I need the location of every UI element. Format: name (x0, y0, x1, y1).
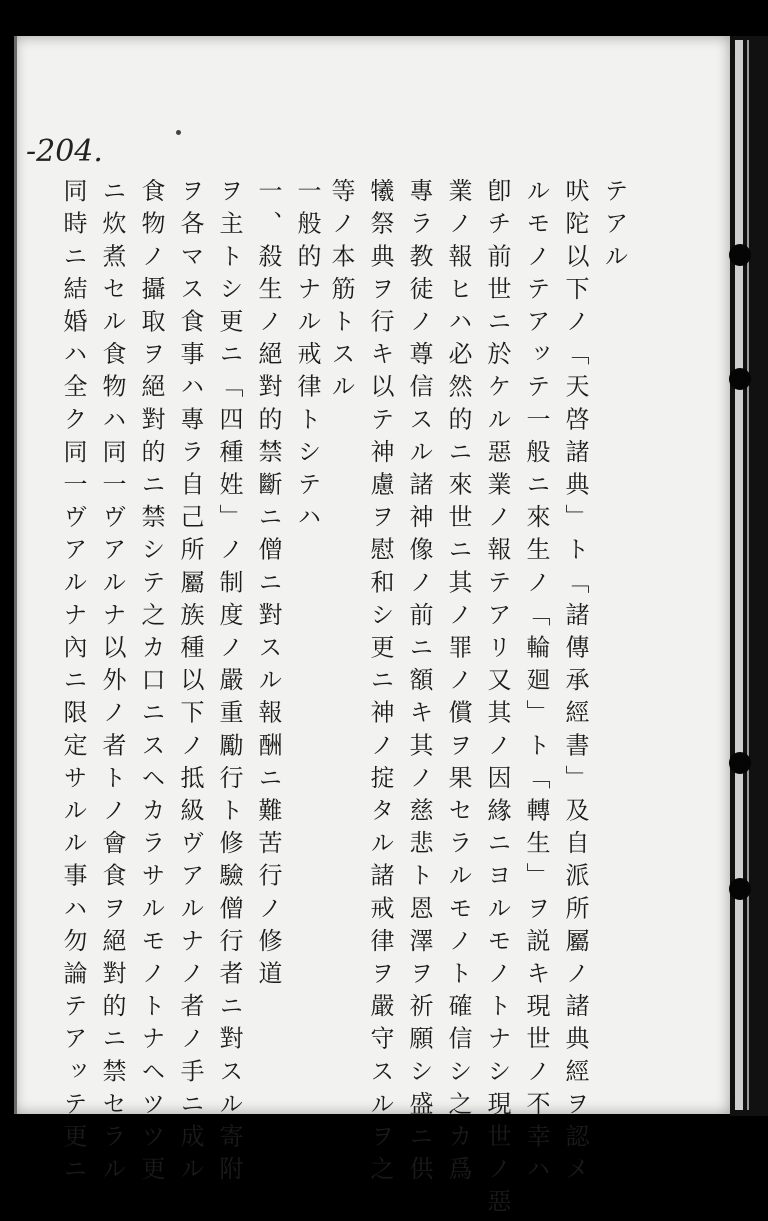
binding-paper-edge (735, 40, 743, 1110)
binding-hole (729, 878, 751, 900)
binding-thread (747, 40, 749, 1110)
binding-hole (729, 752, 751, 774)
text-line: 專ラ教徒ノ尊信スル諸神像ノ前ニ額キ其ノ慈悲ト恩澤ヲ祈願シ盛ニ供 (405, 178, 433, 1189)
text-line: 食物ノ攝取ヲ絕對的ニ禁シテ之カ口ニスヘカラサルモノトナヘツツ更 (137, 178, 165, 1189)
text-line: 等ノ本筋トスル (327, 178, 355, 407)
binding-hole (729, 244, 751, 266)
ink-speck (176, 130, 181, 135)
text-line: 一般的ナル戒律トシテハ (293, 178, 321, 537)
page-shadow-edge (14, 36, 17, 1114)
text-line: ニ炊煮セル食物ハ同一ヴアルナ以外ノ者トノ會食ヲ絕對的ニ禁セラル (98, 178, 126, 1189)
text-line: 同時ニ結婚ハ全ク同一ヴアルナ內ニ限定サルル事ハ勿論テアッテ更ニ (59, 178, 87, 1189)
text-line: ルモノテアッテ一般ニ來生ノ「輪廻」ト「轉生」ヲ説キ現世ノ不幸ハ (522, 178, 550, 1189)
text-line: 一、殺生ノ絕對的禁斷ニ僧ニ對スル報酬ニ難苦行ノ修道 (254, 178, 282, 993)
text-line: 犧祭典ヲ行キ以テ神慮ヲ慰和シ更ニ神ノ掟タル諸戒律ヲ嚴守スルヲ之 (366, 178, 394, 1189)
text-line: 卽チ前世ニ於ケル惡業ノ報テアリ又其ノ因緣ニヨルモノトナシ現世ノ惡 (483, 178, 511, 1221)
text-line: 業ノ報ヒハ必然的ニ來世ニ其ノ罪ノ償ヲ果セラルモノト確信シ之カ爲 (444, 178, 472, 1189)
text-line: 吠陀以下ノ「天啓諸典」ト「諸傳承經書」及自派所屬ノ諸典經ヲ認メ (561, 178, 589, 1189)
binding-hole (729, 368, 751, 390)
text-line: ヲ各マス食事ハ專ラ自己所屬族種以下ノ抵級ヴアルナノ者ノ手ニ成ル (176, 178, 204, 1189)
text-line: テアル (600, 178, 628, 276)
page-number: -204 . (26, 134, 103, 169)
text-line: ヲ主トシ更ニ「四種姓」ノ制度ノ嚴重勵行ト修驗僧行者ニ對スル寄附 (215, 178, 243, 1189)
